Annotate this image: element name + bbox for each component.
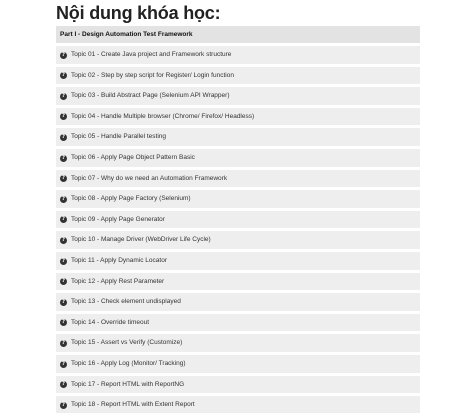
question-circle-icon: ?	[61, 401, 66, 408]
question-circle-icon: ?	[61, 278, 66, 285]
topic-label: Topic 15 - Assert vs Verify (Customize)	[71, 339, 183, 347]
course-outline	[56, 26, 420, 413]
question-circle-icon: ?	[61, 51, 66, 58]
topic-label: Topic 17 - Report HTML with ReportNG	[71, 380, 185, 388]
topic-label: Topic 13 - Check element undisplayed	[71, 298, 181, 306]
topic-item[interactable]	[56, 190, 420, 208]
topic-item[interactable]	[56, 314, 420, 332]
question-circle-icon: ?	[61, 92, 66, 99]
question-circle-icon: ?	[61, 339, 66, 346]
topic-item[interactable]	[56, 396, 420, 413]
question-circle-icon: ?	[61, 113, 66, 120]
topic-item[interactable]	[56, 108, 420, 126]
topic-item[interactable]	[56, 128, 420, 146]
topic-item[interactable]	[56, 211, 420, 229]
topic-label: Topic 10 - Manage Driver (WebDriver Life Cycle)	[71, 236, 211, 244]
topic-item[interactable]	[56, 149, 420, 167]
topic-label: Topic 03 - Build Abstract Page (Selenium API Wrapper)	[71, 92, 230, 100]
question-circle-icon: ?	[61, 216, 66, 223]
topic-label: Topic 04 - Handle Multiple browser (Chrome/ Firefox/ Headless)	[71, 112, 255, 120]
topic-item[interactable]	[56, 376, 420, 394]
topic-item[interactable]	[56, 334, 420, 352]
topic-label: Topic 11 - Apply Dynamic Locator	[71, 257, 167, 265]
question-circle-icon: ?	[61, 72, 66, 79]
question-circle-icon: ?	[61, 298, 66, 305]
question-circle-icon: ?	[61, 133, 66, 140]
topic-item[interactable]	[56, 67, 420, 85]
topic-label: Topic 16 - Apply Log (Monitor/ Tracking)	[71, 360, 186, 367]
topic-list	[56, 46, 420, 413]
topic-item[interactable]	[56, 293, 420, 311]
topic-label: Topic 02 - Step by step script for Register/ Login function	[71, 71, 234, 79]
topic-label: Topic 09 - Apply Page Generator	[71, 215, 165, 223]
topic-item[interactable]	[56, 355, 420, 373]
topic-label: Topic 18 - Report HTML with Extent Report	[71, 401, 195, 409]
topic-label: Topic 12 - Apply Rest Parameter	[71, 277, 165, 285]
topic-label: Topic 08 - Apply Page Factory (Selenium)	[71, 195, 191, 203]
page-title: Nội dung khóa học:	[56, 3, 221, 23]
topic-item[interactable]	[56, 273, 420, 291]
question-circle-icon: ?	[61, 360, 66, 367]
topic-item[interactable]	[56, 170, 420, 188]
topic-label: Topic 06 - Apply Page Object Pattern Basic	[71, 154, 195, 162]
topic-item[interactable]	[56, 87, 420, 105]
topic-label: Topic 07 - Why do we need an Automation Framework	[71, 174, 228, 182]
topic-label: Topic 01 - Create Java project and Framework structure	[71, 51, 232, 59]
question-circle-icon: ?	[61, 236, 66, 243]
part-header[interactable]: Part I - Design Automation Test Framework	[56, 26, 420, 43]
topic-label: Topic 14 - Override timeout	[71, 318, 150, 326]
topic-item[interactable]	[56, 231, 420, 249]
topic-item[interactable]	[56, 46, 420, 64]
question-circle-icon: ?	[61, 195, 66, 202]
question-circle-icon: ?	[61, 175, 66, 182]
topic-label: Topic 05 - Handle Parallel testing	[71, 133, 167, 141]
question-circle-icon: ?	[61, 154, 66, 161]
question-circle-icon: ?	[61, 381, 66, 388]
question-circle-icon: ?	[61, 319, 66, 326]
topic-item[interactable]	[56, 252, 420, 270]
question-circle-icon: ?	[61, 257, 66, 264]
